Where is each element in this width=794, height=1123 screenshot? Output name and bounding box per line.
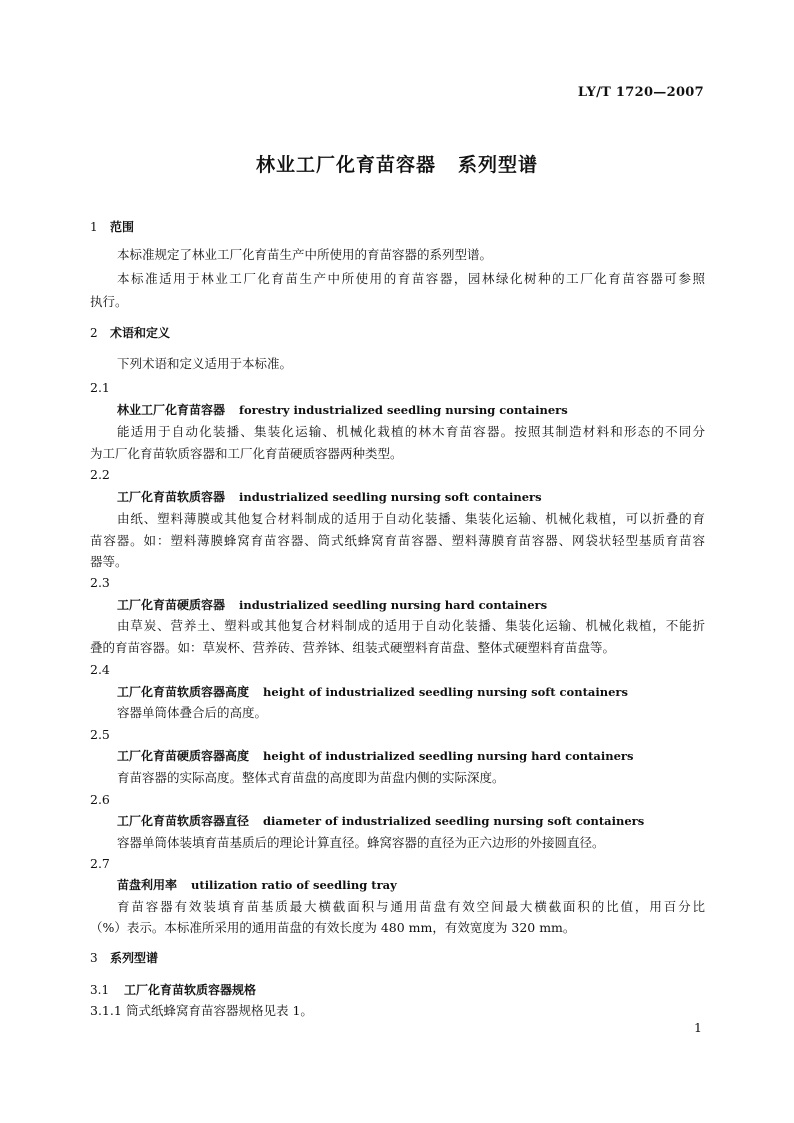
s1-paragraph-1: 本标准规定了林业工厂化育苗生产中所使用的育苗容器的系列型谱。	[117, 247, 493, 262]
s1-paragraph-2-line-1: 本标准适用于林业工厂化育苗生产中所使用的育苗容器，园林绿化树种的工厂化育苗容器可参照	[117, 271, 705, 286]
s1-paragraph-2-line-2: 执行。	[90, 294, 128, 309]
term-2-2-def-line-3: 器等。	[90, 554, 128, 569]
term-2-5-number: 2.5	[90, 727, 110, 742]
term-2-5-title: 工厂化育苗硬质容器高度 height of industrialized seedling nursing hard containers	[117, 749, 634, 763]
term-2-1-number: 2.1	[90, 380, 110, 395]
section-3-heading: 3 系列型谱	[90, 951, 159, 965]
section-2-heading: 2 术语和定义	[90, 326, 171, 340]
term-2-4-title: 工厂化育苗软质容器高度 height of industrialized seedling nursing soft containers	[117, 685, 628, 699]
title-sub: 系列型谱	[458, 154, 539, 176]
term-2-6-def-line-1: 容器单筒体装填育苗基质后的理论计算直径。蜂窝容器的直径为正六边形的外接圆直径。	[117, 835, 605, 850]
s2-intro: 下列术语和定义适用于本标准。	[117, 356, 293, 371]
term-2-3-def-line-2: 叠的育苗容器。如：草炭杯、营养砖、营养钵、组装式硬塑料育苗盘、整体式硬塑料育苗盘等。	[90, 640, 616, 655]
term-2-6-number: 2.6	[90, 792, 110, 807]
term-2-7-number: 2.7	[90, 856, 110, 871]
term-2-7-title: 苗盘利用率 utilization ratio of seedling tray	[117, 878, 397, 892]
term-2-2-title: 工厂化育苗软质容器 industrialized seedling nursing soft containers	[117, 490, 542, 504]
section-3-1-1-line: 3.1.1 筒式纸蜂窝育苗容器规格见表 1。	[90, 1003, 313, 1018]
standard-number: LY/T 1720—2007	[577, 85, 704, 100]
title-main: 林业工厂化育苗容器	[255, 154, 436, 176]
term-2-4-number: 2.4	[90, 662, 110, 677]
term-2-1-def-line-1: 能适用于自动化装播、集装化运输、机械化栽植的林木育苗容器。按照其制造材料和形态的不同分	[117, 424, 705, 439]
section-3-1-heading: 3.1 工厂化育苗软质容器规格	[90, 983, 257, 997]
section-1-heading: 1 范围	[90, 220, 135, 234]
term-2-3-number: 2.3	[90, 575, 110, 590]
term-2-2-def-line-1: 由纸、塑料薄膜或其他复合材料制成的适用于自动化装播、集装化运输、机械化栽植，可以折叠的育	[117, 511, 705, 526]
term-2-7-def-line-2: （%）表示。本标准所采用的通用苗盘的有效长度为 480 mm，有效宽度为 320 mm。	[90, 920, 576, 935]
term-2-6-title: 工厂化育苗软质容器直径 diameter of industrialized seedling nursing soft containers	[117, 814, 645, 828]
term-2-3-title: 工厂化育苗硬质容器 industrialized seedling nursing hard containers	[117, 598, 548, 612]
term-2-1-title: 林业工厂化育苗容器 forestry industrialized seedling nursing containers	[117, 403, 568, 417]
term-2-2-def-line-2: 苗容器。如：塑料薄膜蜂窝育苗容器、筒式纸蜂窝育苗容器、塑料薄膜育苗容器、网袋状轻型基质育苗容	[90, 533, 705, 548]
page-number: 1	[694, 1020, 702, 1035]
term-2-7-def-line-1: 育苗容器有效装填育苗基质最大横截面积与通用苗盘有效空间最大横截面积的比值，用百分比	[117, 899, 705, 914]
term-2-2-number: 2.2	[90, 467, 110, 482]
term-2-1-def-line-2: 为工厂化育苗软质容器和工厂化育苗硬质容器两种类型。	[90, 446, 403, 461]
term-2-3-def-line-1: 由草炭、营养土、塑料或其他复合材料制成的适用于自动化装播、集装化运输、机械化栽植，不能折	[117, 618, 705, 633]
document-title	[0, 150, 794, 177]
term-2-4-def-line-1: 容器单筒体叠合后的高度。	[117, 705, 268, 720]
term-2-5-def-line-1: 育苗容器的实际高度。整体式育苗盘的高度即为苗盘内侧的实际深度。	[117, 770, 505, 785]
